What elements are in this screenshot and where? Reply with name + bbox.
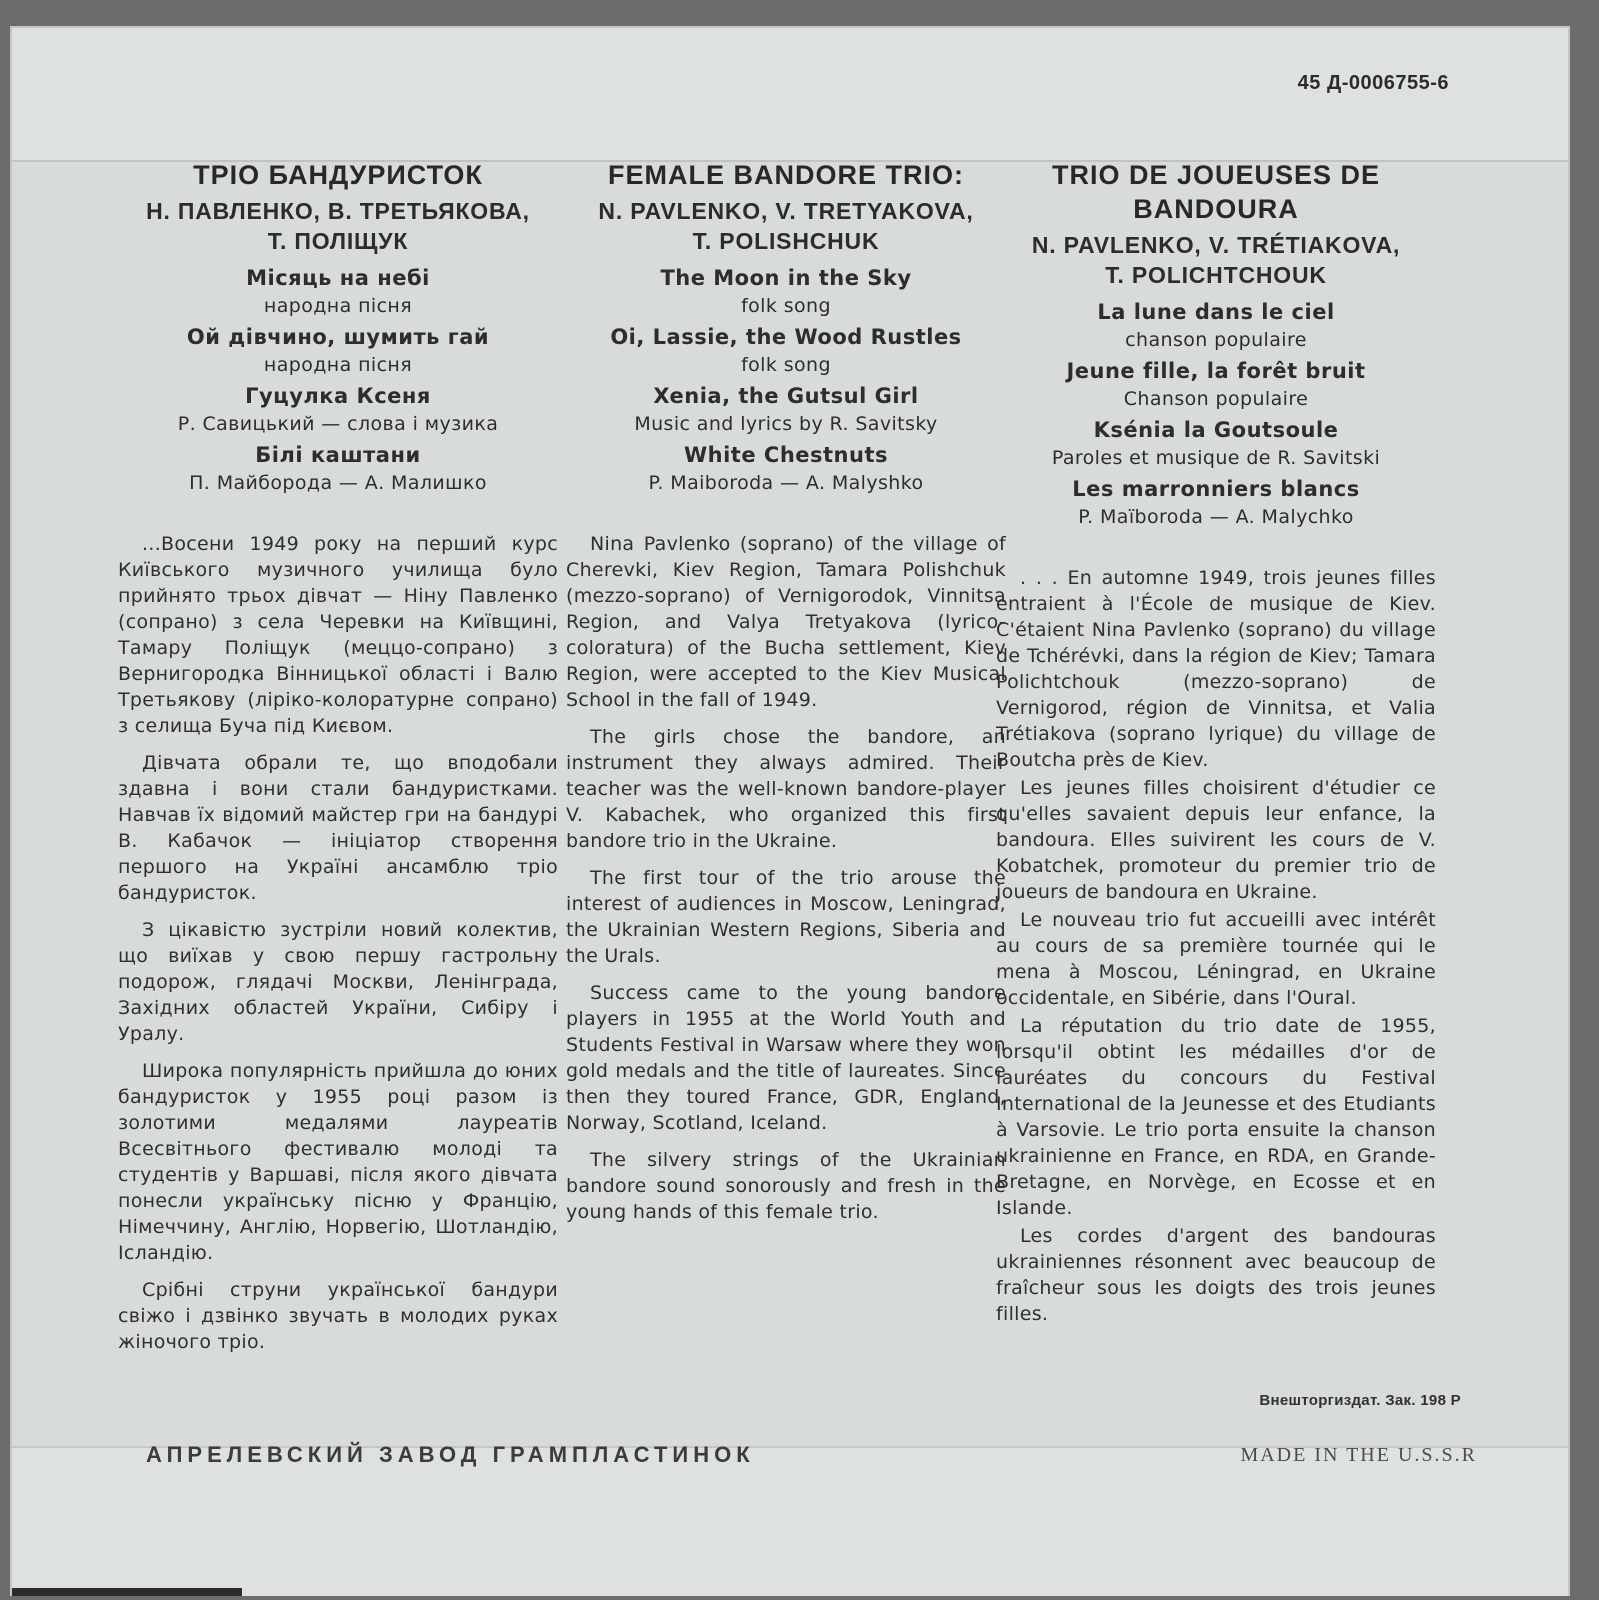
column-title: ТРІО БАНДУРИСТОК [193,160,483,190]
paragraph: The girls chose the bandore, an instrument they always admired. Their teacher was the well-known bandore-player V. Kabachek, who organized this first bandore trio in the Ukraine. [566,726,1006,852]
paragraph: Le nouveau trio fut accueilli avec intérêt au cours de sa première tournée qui le mena à Moscou, Léningrad, en Ukraine occidentale, en Sibérie, dans l'Oural. [996,909,1436,1009]
track-1 [118,264,558,320]
performers: Н. ПАВЛЕНКО, В. ТРЕТЬЯКОВА, Т. ПОЛІЩУК [146,198,530,254]
top-flap [12,28,1568,162]
column-title: FEMALE BANDORE TRIO: [608,160,964,190]
track-name: Місяць на небі [246,266,430,290]
track-credit: chanson populaire [1125,329,1307,351]
track-3 [118,382,558,438]
track-credit: Music and lyrics by R. Savitsky [634,413,938,435]
track-3 [996,416,1436,472]
liner-notes [996,565,1436,1327]
track-name: Гуцулка Ксеня [245,384,431,408]
paragraph: Дівчата обрали те, що вподобали здавна і вони стали бандуристками. Навчав їх відомий майстер гри на бандурі В. Кабачок — ініціатор створення першого на Україні ансамблю тріо бандуристок. [118,752,558,904]
column-ukrainian [118,158,558,1366]
paragraph: The silvery strings of the Ukrainian bandore sound sonorously and fresh in the young hands of this female trio. [566,1149,1006,1223]
made-in-label: MADE IN THE U.S.S.R [1240,1444,1477,1466]
paragraph: Широка популярність прийшла до юних бандуристок у 1955 році разом із золотими медалями лауреатів Всесвітнього фестивалю молоді та студентів у Варшаві, після якого дівчата понесли українську пісню у Францію, Німеччину, Англію, Норвегію, Шотландію, Ісландію. [118,1060,558,1264]
track-2 [118,323,558,379]
paragraph: The first tour of the trio arouse the interest of audiences in Moscow, Leningrad, the Ukrainian Western Regions, Siberia and the Urals. [566,867,1006,967]
track-4 [996,475,1436,531]
paragraph: Nina Pavlenko (soprano) of the village of Cherevki, Kiev Region, Tamara Polishchuk (mezzo-soprano) of Vernigorodok, Vinnitsa Region, and Valya Tretyakova (lyrico-coloratura) of the Bucha settlement, Kiev Region, were accepted to the Kiev Musical School in the fall of 1949. [566,533,1006,711]
track-name: Oi, Lassie, the Wood Rustles [610,325,962,349]
column-title: TRIO DE JOUEUSES DE BANDOURA [1051,160,1381,224]
paragraph: Срібні струни української бандури свіжо і дзвінко звучать в молодих руках жіночого тріо. [118,1279,558,1353]
column-french [996,158,1436,1329]
track-credit: P. Maïboroda — A. Malychko [1078,506,1354,528]
track-4 [118,441,558,497]
column-english [566,158,1006,1236]
track-name: Xenia, the Gutsul Girl [653,384,919,408]
paragraph: Les cordes d'argent des bandouras ukrainiennes résonnent avec beaucoup de fraîcheur sous les doigts des trois jeunes filles. [996,1225,1436,1325]
factory-name: АПРЕЛЕВСКИЙ ЗАВОД ГРАМПЛАСТИНОК [146,1442,755,1467]
track-credit: П. Майборода — А. Малишко [189,472,487,494]
track-credit: Chanson populaire [1123,388,1309,410]
track-2 [566,323,1006,379]
paragraph: . . . En automne 1949, trois jeunes filles entraient à l'École de musique de Kiev. C'étaient Nina Pavlenko (soprano) du village de Tchérévki, dans la région de Kiev; Tamara Polichtchouk (mezzo-soprano) de Vernigorod, région de Vinnitsa, et Valia Trétiakova (soprano lyrique) du village de Boutcha près de Kiev. [996,567,1436,771]
track-name: The Moon in the Sky [660,266,912,290]
publisher-imprint: Внешторгиздат. Зак. 198 Р [1259,1392,1461,1409]
catalog-number: 45 Д-0006755-6 [1297,72,1449,94]
liner-notes [118,531,558,1355]
bottom-flap [12,1446,1568,1596]
liner-notes [566,531,1006,1225]
track-credit: народна пісня [263,295,413,317]
paragraph: Success came to the young bandore players in 1955 at the World Youth and Students Festival in Warsaw where they won gold medals and the title of laureates. Since then they toured France, GDR, England, Norway, Scotland, Iceland. [566,982,1006,1134]
track-3 [566,382,1006,438]
track-1 [566,264,1006,320]
track-name: White Chestnuts [684,443,888,467]
track-name: Les marronniers blancs [1072,477,1360,501]
paragraph: La réputation du trio date de 1955, lorsqu'il obtint les médailles d'or de lauréates du concours du Festival International de la Jeunesse et des Etudiants à Varsovie. Le trio porta ensuite la chanson ukrainienne en France, en RDA, en Grande-Bretagne, en Norvège, en Ecosse et en Islande. [996,1015,1436,1219]
track-name: Білі каштани [255,443,421,467]
performers: N. PAVLENKO, V. TRÉTIAKOVA, T. POLICHTCHOUK [1031,232,1401,288]
track-credit: Р. Савицький — слова і музика [177,413,499,435]
track-credit: folk song [741,354,831,376]
performers: N. PAVLENKO, V. TRETYAKOVA, T. POLISHCHUK [598,198,974,254]
sleeve-edge-shadow [12,1588,242,1596]
track-name: Jeune fille, la forêt bruit [1066,359,1366,383]
track-name: Ksénia la Goutsoule [1093,418,1339,442]
paragraph: Les jeunes filles choisirent d'étudier ce qu'elles savaient depuis leur enfance, la bandoura. Elles suivirent les cours de V. Kobatchek, promoteur du premier trio de joueurs de bandoura en Ukraine. [996,777,1436,903]
track-name: La lune dans le ciel [1097,300,1335,324]
track-credit: P. Maiboroda — A. Malyshko [648,472,924,494]
track-4 [566,441,1006,497]
paragraph: ...Восени 1949 року на перший курс Київського музичного училища було прийнято трьох дівчат — Ніну Павленко (сопрано) з села Черевки на Київщині, Тамару Поліщук (меццо-сопрано) з Вернигородка Вінницької області і Валю Третьякову (ліріко-колоратурне сопрано) з селища Буча під Києвом. [118,533,558,737]
track-credit: folk song [741,295,831,317]
paragraph: З цікавістю зустріли новий колектив, що виїхав у свою першу гастрольну подорож, глядачі Москви, Ленінграда, Західних областей України, Сибіру і Уралу. [118,919,558,1045]
track-name: Ой дівчино, шумить гай [186,325,490,349]
track-1 [996,298,1436,354]
track-credit: Paroles et musique de R. Savitski [1051,447,1381,469]
track-2 [996,357,1436,413]
track-credit: народна пісня [263,354,413,376]
